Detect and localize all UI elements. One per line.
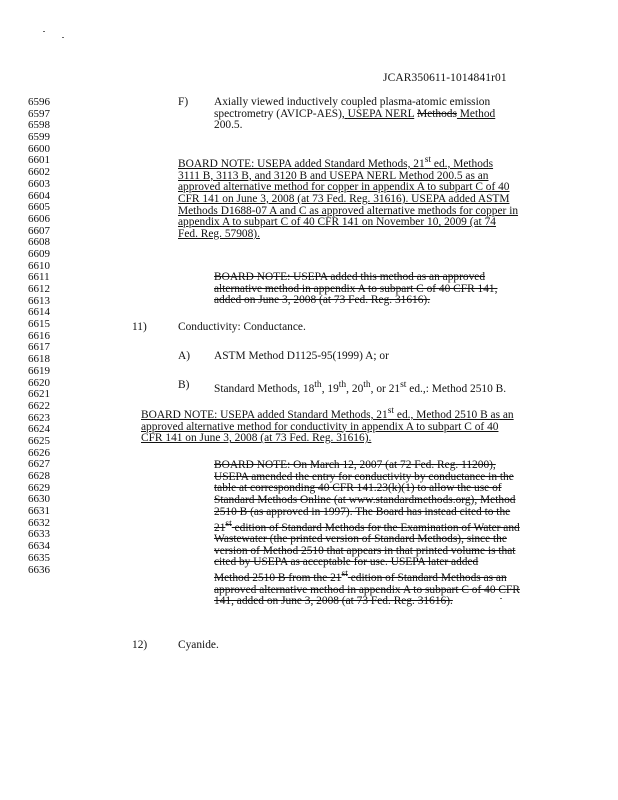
line-number: 6601 — [28, 154, 50, 167]
line-number: 6618 — [28, 353, 50, 366]
note1-line-7: Fed. Reg. 57908). — [178, 228, 260, 241]
item-11b-sup: th — [314, 380, 322, 390]
board-note-deleted-copper — [214, 272, 497, 307]
line-number: 6615 — [28, 318, 50, 331]
line-number: 6636 — [28, 563, 50, 576]
item-f-line-2 — [214, 109, 495, 121]
line-number: 6600 — [28, 142, 50, 155]
line-number: 6614 — [28, 306, 50, 319]
line-number: 6622 — [28, 399, 50, 412]
line-number: 6627 — [28, 458, 50, 471]
line-number: 6629 — [28, 481, 50, 494]
note4-text: edition of Standard Methods as an — [347, 571, 507, 584]
board-note-conductivity — [141, 406, 514, 445]
item-11b-sup: st — [400, 380, 407, 390]
line-number: 6606 — [28, 212, 50, 225]
item-11-text: Conductivity: Conductance. — [178, 321, 306, 333]
line-number: 6634 — [28, 540, 50, 553]
line-number: 6596 — [28, 96, 50, 108]
scan-speck — [62, 37, 64, 38]
item-11-marker: 11) — [132, 321, 147, 333]
line-number: 6620 — [28, 376, 50, 389]
note4-line-7: Wastewater (the printed version of Standard Methods), since the — [214, 533, 507, 546]
item-12-marker: 12) — [132, 639, 148, 651]
note4-sup: st — [225, 518, 232, 529]
item-11b-part: , or 21 — [370, 382, 401, 395]
note4-line-11: approved alternative method in appendix A to subpart C of 40 CFR — [214, 583, 520, 596]
item-f-agency: USEPA NERL — [347, 107, 415, 120]
document-id: JCAR350611-1014841r01 — [383, 72, 507, 84]
note1-line-4: CFR 141 on June 3, 2008 (at 73 Fed. Reg. 31616). USEPA added ASTM — [178, 192, 510, 205]
item-11a-marker: A) — [178, 350, 191, 362]
note3-text: BOARD NOTE: USEPA added Standard Methods, 21 — [141, 408, 388, 421]
line-number: 6621 — [28, 388, 50, 401]
line-number: 6635 — [28, 551, 50, 564]
note4-line-4: Standard Methods Online (at www.standardmethods.org), Method — [214, 494, 516, 507]
board-note-deleted-conductivity — [214, 460, 520, 608]
note4-line-5: 2510 B (as approved in 1997). The Board has instead cited to the — [214, 505, 511, 518]
note3-line-3: CFR 141 on June 3, 2008 (at 73 Fed. Reg. 31616). — [141, 432, 372, 445]
item-f-marker: F) — [178, 96, 189, 108]
item-11b-text — [214, 380, 506, 396]
line-number: 6619 — [28, 364, 50, 377]
line-number: 6623 — [28, 411, 50, 424]
note4-text: Method 2510 B from the 21 — [214, 571, 342, 584]
scan-speck — [43, 31, 45, 32]
line-number: 6602 — [28, 166, 50, 179]
note1-text: ed., Methods — [431, 157, 494, 170]
item-f-deleted-methods: Methods — [417, 107, 457, 120]
note4-line-2: USEPA amended the entry for conductivity by conductance in the — [214, 470, 514, 483]
note1-text: BOARD NOTE: USEPA added Standard Methods, 21 — [178, 157, 425, 170]
line-number: 6597 — [28, 107, 50, 120]
item-11b-sup: th — [363, 380, 371, 390]
line-number: 6610 — [28, 259, 50, 272]
item-f-added-method: Method — [456, 107, 496, 120]
line-number: 6624 — [28, 423, 50, 436]
line-number: 6604 — [28, 189, 50, 202]
line-number: 6616 — [28, 329, 50, 342]
line-number: 6613 — [28, 294, 50, 307]
item-f-line-3: 200.5. — [214, 119, 243, 132]
note3-line-2: approved alternative method for conductivity in appendix A to subpart C of 40 — [141, 420, 499, 433]
item-11b-marker: B) — [178, 379, 190, 391]
note4-text: edition of Standard Methods for the Examination of Water and — [231, 521, 520, 534]
line-number: 6625 — [28, 434, 50, 447]
item-12-text: Cyanide. — [178, 639, 219, 651]
note4-line-9: cited by USEPA as acceptable for use. USEPA later added — [214, 556, 479, 569]
item-f-text — [214, 97, 495, 132]
line-number-column — [28, 97, 58, 576]
note1-line-1 — [178, 155, 518, 171]
item-11b-part: , 20 — [346, 382, 364, 395]
line-number: 6612 — [28, 283, 50, 295]
note4-line-8: version of Method 2510 that appears in that printed volume is that — [214, 544, 516, 557]
line-number: 6605 — [28, 201, 50, 214]
note1-line-2: 3111 B, 3113 B, and 3120 B and USEPA NERL Method 200.5 as an — [178, 169, 489, 182]
note1-line-5: Methods D1688-07 A and C as approved alternative methods for copper in — [178, 204, 519, 217]
board-note-copper — [178, 155, 518, 241]
line-number: 6626 — [28, 446, 50, 459]
note1-sup: st — [424, 155, 432, 165]
line-number: 6611 — [28, 271, 50, 284]
note4-line-6 — [214, 519, 520, 535]
item-11a-text: ASTM Method D1125-95(1999) A; or — [214, 350, 389, 362]
line-number: 6628 — [28, 470, 50, 482]
item-f-name: spectrometry (AVICP-AES) — [214, 107, 342, 120]
note2-line-1: BOARD NOTE: USEPA added this method as an approved — [214, 271, 486, 283]
line-number: 6609 — [28, 247, 50, 260]
line-number: 6599 — [28, 131, 50, 144]
note4-text: 21 — [214, 521, 226, 534]
line-number: 6607 — [28, 224, 50, 237]
note4-line-1: BOARD NOTE: On March 12, 2007 (at 72 Fed. Reg. 11200), — [214, 459, 496, 471]
line-number: 6630 — [28, 493, 50, 506]
line-number: 6633 — [28, 528, 50, 541]
note4-line-3: table at corresponding 40 CFR 141.23(k)(1) to allow the use of — [214, 482, 502, 495]
line-number: 6617 — [28, 341, 50, 354]
note3-text: ed., Method 2510 B as an — [394, 408, 514, 421]
line-number: 6608 — [28, 236, 50, 249]
item-f-line-1: Axially viewed inductively coupled plasma-atomic emission — [214, 96, 491, 108]
line-number: 6631 — [28, 505, 50, 518]
item-11b-part: ed.,: Method 2510 B. — [406, 382, 507, 395]
note2-line-3: added on June 3, 2008 (at 73 Fed. Reg. 31616). — [214, 294, 431, 307]
note4-sup: st — [341, 569, 348, 580]
note3-sup: st — [387, 406, 395, 416]
note2-line-2: alternative method in appendix A to subpart C of 40 CFR 141, — [214, 282, 498, 295]
note4-line-10 — [214, 569, 520, 585]
note1-line-3: approved alternative method for copper in appendix A to subpart C of 40 — [178, 181, 510, 194]
line-number: 6598 — [28, 119, 50, 132]
note3-line-1 — [141, 406, 514, 422]
item-f-comma: , — [341, 107, 348, 120]
item-11b-part: , 19 — [321, 382, 339, 395]
item-11b-part: Standard Methods, 18 — [214, 382, 315, 395]
line-number: 6632 — [28, 516, 50, 529]
item-11b-sup: th — [338, 380, 347, 390]
line-number: 6603 — [28, 177, 50, 190]
note1-line-6: appendix A to subpart C of 40 CFR 141 on November 10, 2009 (at 74 — [178, 216, 496, 229]
note4-line-12: 141, added on June 3, 2008 (at 73 Fed. Reg. 31616). — [214, 595, 453, 608]
